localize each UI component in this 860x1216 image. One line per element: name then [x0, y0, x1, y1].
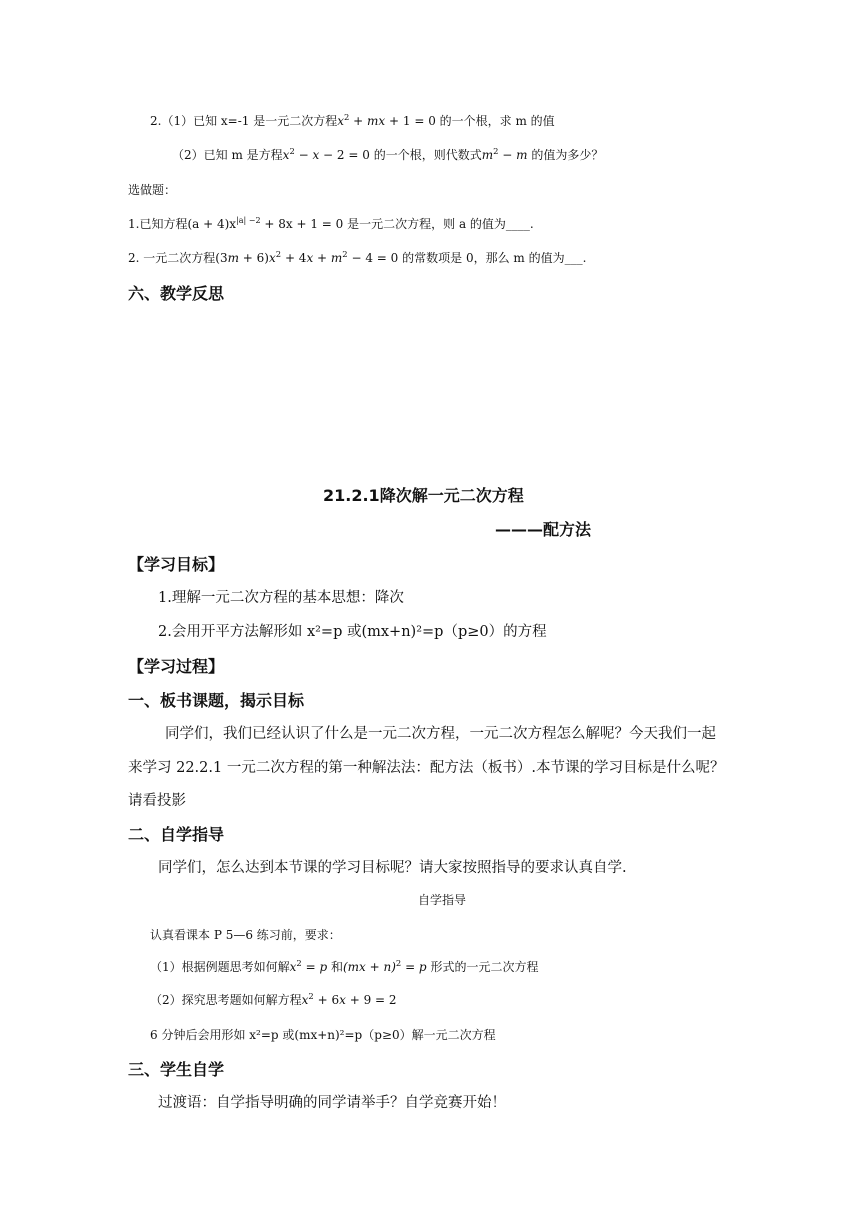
equation-x2-6x-9: $x^2 + 6x + 9 = 2$ — [301, 991, 397, 1007]
exercise-2-1 — [150, 112, 555, 129]
optional-2-prefix: 2. 一元二次方程 — [128, 251, 216, 265]
guide-item-2 — [150, 991, 397, 1008]
equation-a4-x: $(a + 4)x^{|a| -2} + 8x + 1 = 0$ — [187, 216, 344, 231]
guide-item-1 — [150, 958, 538, 975]
lesson-title: 21.2.1降次解一元二次方程 — [323, 486, 524, 505]
optional-1-suffix: 是一元二次方程，则 a 的值为____. — [347, 217, 534, 231]
guide-item-1-suffix: 形式的一元二次方程 — [430, 960, 539, 974]
guide-item-2-prefix: （2）探究思考题如何解方程 — [150, 993, 302, 1007]
optional-title: 选做题： — [128, 183, 177, 197]
guide-title: 自学指导 — [418, 893, 467, 907]
process-heading: 【学习过程】 — [128, 657, 225, 676]
exercise-2-2-suffix: 的值为多少？ — [531, 148, 604, 162]
equation-x2-p: $x^2 = p$ — [289, 958, 328, 974]
goal-1: 1.理解一元二次方程的基本思想：降次 — [158, 590, 404, 606]
lesson-subtitle: ———配方法 — [495, 520, 592, 539]
goals-heading: 【学习目标】 — [128, 555, 225, 574]
section-1-heading: 一、板书课题，揭示目标 — [128, 691, 305, 710]
guide-item-1-middle: 和 — [330, 960, 343, 974]
exercise-2-2-prefix: （2）已知 m 是方程 — [172, 148, 283, 162]
guide-line-1: 认真看课本 P 5—6 练习前，要求： — [150, 928, 341, 942]
equation-mxn2-p: (mx + n)$^2$ = p — [342, 958, 427, 974]
exercise-2-1-prefix: 2.（1）已知 x=-1 是一元二次方程 — [150, 114, 338, 128]
guide-item-1-prefix: （1）根据例题思考如何解 — [150, 960, 290, 974]
expression-m2-m: $m^2 - m$ — [481, 146, 528, 162]
section-2-heading: 二、自学指导 — [128, 825, 225, 844]
section-1-line-3: 请看投影 — [128, 793, 186, 809]
exercise-2-2 — [172, 146, 603, 163]
guide-line-4: 6 分钟后会用形如 x²=p 或(mx+n)²=p（p≥0）解一元二次方程 — [150, 1028, 496, 1042]
equation-x2-mx-1: $x^2$ + mx + 1 = 0 — [337, 112, 436, 128]
section-2-intro: 同学们，怎么达到本节课的学习目标呢？请大家按照指导的要求认真自学. — [158, 860, 627, 876]
section-3-heading: 三、学生自学 — [128, 1060, 225, 1079]
exercise-2-2-middle: 的一个根，则代数式 — [373, 148, 482, 162]
reflection-heading: 六、教学反思 — [128, 284, 225, 303]
optional-1-prefix: 1.已知方程 — [128, 217, 188, 231]
goal-2: 2.会用开平方法解形如 x²=p 或(mx+n)²=p（p≥0）的方程 — [158, 624, 547, 640]
section-1-line-1: 同学们，我们已经认识了什么是一元二次方程，一元二次方程怎么解呢？今天我们一起 — [165, 726, 716, 742]
section-1-line-2: 来学习 22.2.1 一元二次方程的第一种解法法：配方法（板书）.本节课的学习目标是什么呢？ — [128, 760, 725, 776]
equation-x2-x-2: $x^2 - x - 2 = 0$ — [282, 146, 370, 162]
optional-2-suffix: 的常数项是 0，那么 m 的值为___. — [402, 251, 587, 265]
exercise-2-1-suffix: 的一个根，求 m 的值 — [439, 114, 555, 128]
section-3-text: 过渡语：自学指导明确的同学请举手？自学竞赛开始！ — [158, 1095, 506, 1111]
equation-3m6: $(3m + 6)x^2 + 4x + m^2 - 4 = 0$ — [215, 249, 399, 265]
optional-question-1 — [128, 215, 534, 232]
optional-question-2 — [128, 249, 586, 266]
